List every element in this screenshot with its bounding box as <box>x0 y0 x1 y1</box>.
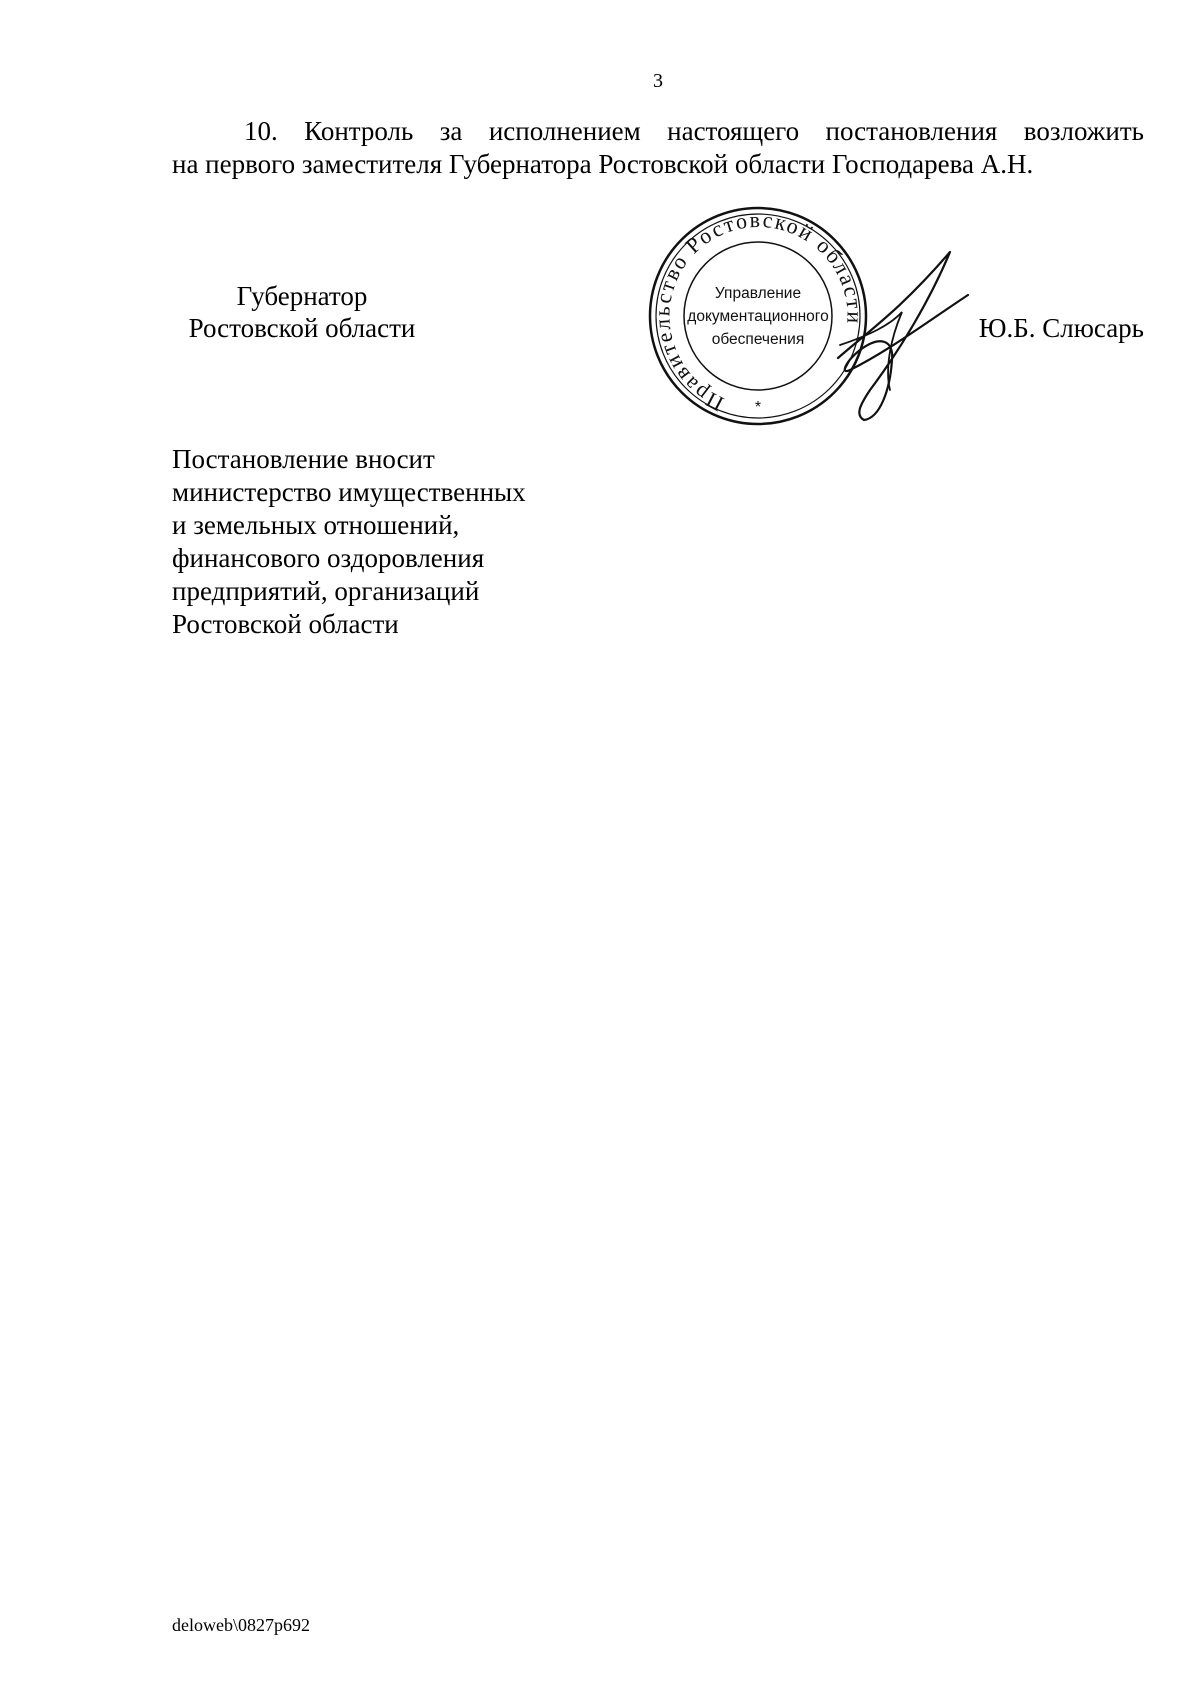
submitted-line: предприятий, организаций <box>172 576 480 606</box>
submitted-line: Постановление вносит <box>172 444 435 474</box>
seal-center-line-1: Управление <box>714 285 802 302</box>
paragraph-line-2: на первого заместителя Губернатора Ростовской области Господарева А.Н. <box>172 149 1034 179</box>
signer-name: Ю.Б. Слюсарь <box>978 313 1144 343</box>
submitted-line: финансового оздоровления <box>172 543 485 573</box>
governor-title <box>172 280 432 344</box>
signature-stroke-main <box>838 252 968 420</box>
submitted-line: и земельных отношений, <box>172 510 460 540</box>
submitted-by-block <box>172 443 592 641</box>
seal-star: * <box>754 399 762 416</box>
control-paragraph <box>172 115 1144 181</box>
governor-title-line-1: Губернатор <box>236 281 368 311</box>
submitted-line: Ростовской области <box>172 609 399 639</box>
seal-center-line-3: обеспечения <box>711 331 805 348</box>
seal-center-line-2: документационного <box>687 308 829 325</box>
submitted-line: министерство имущественных <box>172 477 526 507</box>
page-number: 3 <box>653 70 663 92</box>
handwritten-signature <box>830 240 980 430</box>
governor-title-line-2: Ростовской области <box>188 313 416 343</box>
document-reference: deloweb\0827p692 <box>172 1615 310 1635</box>
seal-ring-text: Правительство Ростовской области <box>649 206 868 417</box>
paragraph-line-1: 10. Контроль за исполнением настоящего постановления возложить <box>244 116 1144 146</box>
